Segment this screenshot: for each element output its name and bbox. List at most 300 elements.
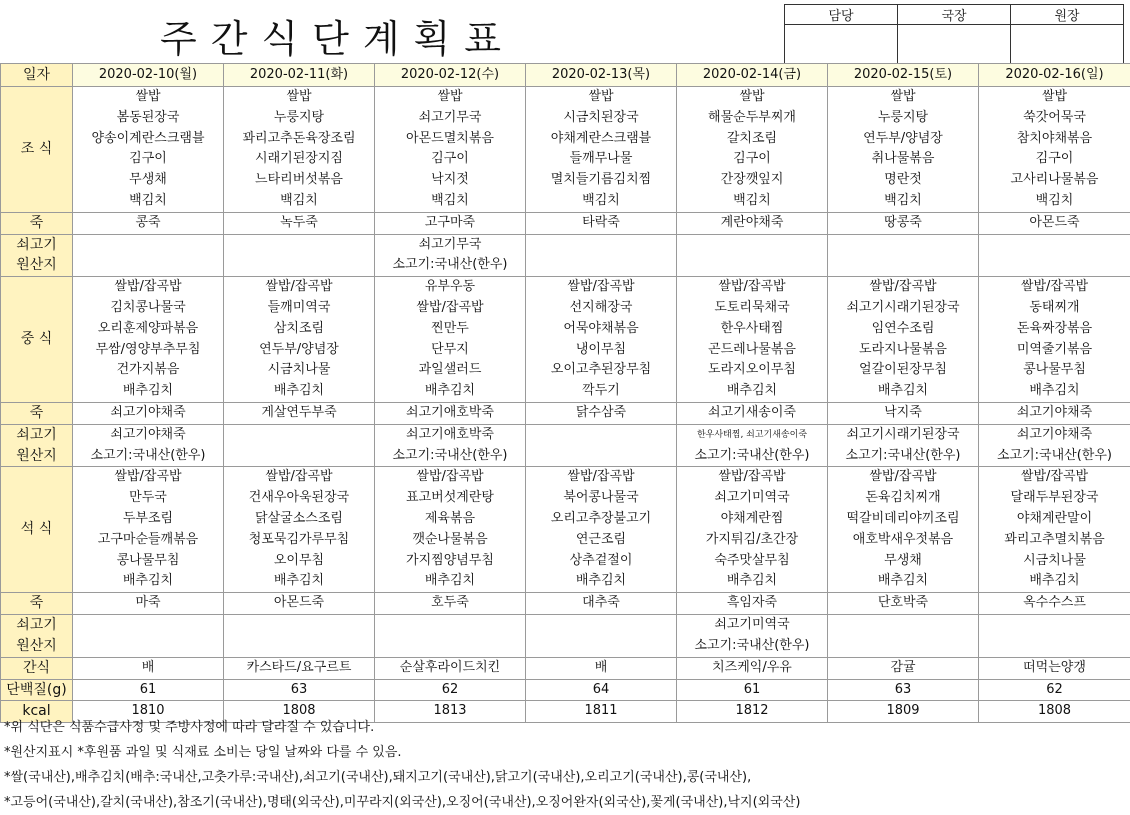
kcal-cell: 1813 [375,701,526,723]
origin-country: 소고기:국내산(한우) [677,446,827,467]
kcal-label: kcal [1,701,73,723]
lunch-origin-cell [224,424,375,467]
note-line: *원산지표시 *후원품 과일 및 식재료 소비는 당일 날짜와 다를 수 있음. [4,740,800,765]
lunch-porridge-cell: 낙지죽 [828,402,979,424]
breakfast-origin-label [1,234,73,277]
snack-row [1,657,1130,679]
menu-item: 쌀밥/잡곡밥 [677,467,827,488]
lunch-origin-cell [828,424,979,467]
menu-item: 한우사태찜 [677,319,827,340]
menu-item: 명란젓 [828,170,978,191]
menu-item: 떡갈비데리야끼조림 [828,509,978,530]
breakfast-cell [224,87,375,213]
breakfast-origin-cell [979,234,1130,277]
menu-item: 김구이 [73,149,223,170]
approval-header-director: 국장 [898,5,1011,25]
menu-item: 얼갈이된장무침 [828,360,978,381]
row-label-line: 쇠고기 [1,615,72,636]
dinner-porridge-cell: 흑임자죽 [677,593,828,615]
lunch-porridge-cell: 쇠고기야채죽 [979,402,1130,424]
menu-item: 멸치들기름김치찜 [526,170,676,191]
menu-item: 건가지볶음 [73,360,223,381]
menu-item: 고사리나물볶음 [979,170,1130,191]
origin-country [526,255,676,276]
menu-item: 백김치 [677,191,827,212]
dinner-origin-cell [677,614,828,657]
breakfast-origin-cell [828,234,979,277]
snack-cell: 치즈케익/우유 [677,657,828,679]
menu-item: 닭살굴소스조림 [224,509,374,530]
menu-item: 쇠고기미역국 [677,488,827,509]
breakfast-row [1,87,1130,213]
protein-cell: 63 [224,679,375,701]
menu-item: 배추김치 [224,571,374,592]
notes [4,715,800,815]
origin-item [677,235,827,256]
breakfast-porridge-cell: 녹두죽 [224,212,375,234]
menu-item: 꽈리고추멸치볶음 [979,530,1130,551]
lunch-origin-cell [677,424,828,467]
lunch-cell [979,277,1130,403]
origin-item [224,615,374,636]
menu-item: 야채계란말이 [979,509,1130,530]
menu-item: 김치콩나물국 [73,298,223,319]
menu-item: 오이고추된장무침 [526,360,676,381]
menu-item: 봄동된장국 [73,108,223,129]
lunch-origin-cell [979,424,1130,467]
menu-item: 백김치 [375,191,525,212]
menu-item: 백김치 [526,191,676,212]
menu-item: 쌀밥/잡곡밥 [375,298,525,319]
breakfast-cell [375,87,526,213]
menu-item: 콩나물무침 [979,360,1130,381]
menu-item: 도라지오이무침 [677,360,827,381]
breakfast-cell [526,87,677,213]
weekly-menu-table [0,63,1130,723]
menu-item: 쌀밥/잡곡밥 [677,277,827,298]
approval-sign-head[interactable] [1011,25,1124,66]
origin-item: 쇠고기야채죽 [979,425,1130,446]
origin-item: 쇠고기야채죽 [73,425,223,446]
menu-item: 선지해장국 [526,298,676,319]
snack-cell: 떠먹는양갱 [979,657,1130,679]
menu-item: 배추김치 [73,381,223,402]
date-cell: 2020-02-15(토) [828,64,979,87]
menu-item: 애호박새우젓볶음 [828,530,978,551]
breakfast-porridge-cell: 타락죽 [526,212,677,234]
menu-item: 김구이 [677,149,827,170]
menu-item: 쌀밥 [526,87,676,108]
row-label-line: 쇠고기 [1,425,72,446]
origin-item [375,615,525,636]
menu-item: 배추김치 [828,571,978,592]
breakfast-origin-cell [677,234,828,277]
breakfast-cell [73,87,224,213]
dinner-origin-cell [979,614,1130,657]
menu-item: 표고버섯계란탕 [375,488,525,509]
origin-country: 소고기:국내산(한우) [73,446,223,467]
snack-cell: 배 [73,657,224,679]
breakfast-porridge-cell: 계란야채죽 [677,212,828,234]
lunch-cell [677,277,828,403]
lunch-porridge-cell: 쇠고기새송이죽 [677,402,828,424]
menu-item: 콩나물무침 [73,551,223,572]
breakfast-cell [828,87,979,213]
menu-item: 청포묵김가루무침 [224,530,374,551]
protein-cell: 64 [526,679,677,701]
breakfast-porridge-cell: 아몬드죽 [979,212,1130,234]
menu-item: 쌀밥/잡곡밥 [375,467,525,488]
menu-item: 배추김치 [526,571,676,592]
lunch-cell [73,277,224,403]
dinner-porridge-cell: 아몬드죽 [224,593,375,615]
origin-country [73,255,223,276]
menu-item: 꽈리고추돈육장조림 [224,129,374,150]
menu-item: 숙주맛살무침 [677,551,827,572]
menu-item: 무생채 [828,551,978,572]
menu-item: 곤드레나물볶음 [677,340,827,361]
breakfast-origin-cell [375,234,526,277]
kcal-cell: 1809 [828,701,979,723]
menu-item: 연두부/양념장 [828,129,978,150]
dinner-porridge-cell: 옥수수스프 [979,593,1130,615]
menu-item: 쌀밥/잡곡밥 [979,277,1130,298]
lunch-porridge-row [1,402,1130,424]
snack-cell: 감귤 [828,657,979,679]
menu-item: 들깨무나물 [526,149,676,170]
menu-item: 쌀밥/잡곡밥 [828,277,978,298]
approval-box [784,4,1124,66]
breakfast-porridge-cell: 고구마죽 [375,212,526,234]
menu-item: 도토리묵채국 [677,298,827,319]
menu-item: 쌀밥 [979,87,1130,108]
dinner-origin-row [1,614,1130,657]
dinner-cell [979,467,1130,593]
origin-country [224,255,374,276]
origin-country [828,255,978,276]
origin-item: 한우사태찜, 쇠고기새송이죽 [677,425,827,446]
origin-country [677,255,827,276]
menu-item: 백김치 [979,191,1130,212]
menu-item: 아몬드멸치볶음 [375,129,525,150]
kcal-cell: 1810 [73,701,224,723]
menu-item: 쌀밥 [73,87,223,108]
menu-item: 미역줄기볶음 [979,340,1130,361]
dinner-origin-label [1,614,73,657]
menu-item: 만두국 [73,488,223,509]
origin-country [224,636,374,657]
menu-item: 배추김치 [375,571,525,592]
menu-item: 쌀밥/잡곡밥 [224,277,374,298]
menu-item: 느타리버섯볶음 [224,170,374,191]
origin-item [526,425,676,446]
date-cell: 2020-02-14(금) [677,64,828,87]
menu-item: 야채계란스크램블 [526,129,676,150]
menu-item: 시금치된장국 [526,108,676,129]
page-title: 주간식단계획표 [160,8,515,63]
dinner-row [1,467,1130,593]
menu-item: 쌀밥/잡곡밥 [526,277,676,298]
row-label-line: 원산지 [1,636,72,657]
menu-item: 삼치조림 [224,319,374,340]
menu-item: 냉이무침 [526,340,676,361]
origin-item: 쇠고기무국 [375,235,525,256]
dinner-origin-cell [375,614,526,657]
menu-item: 임연수조림 [828,319,978,340]
menu-item: 유부우동 [375,277,525,298]
origin-item [979,615,1130,636]
dinner-cell [224,467,375,593]
menu-item: 쌀밥/잡곡밥 [828,467,978,488]
date-header-label: 일자 [1,64,73,87]
menu-item: 깍두기 [526,381,676,402]
origin-country: 소고기:국내산(한우) [375,255,525,276]
origin-item: 쇠고기애호박죽 [375,425,525,446]
note-line: *쌀(국내산),배추김치(배추:국내산,고춧가루:국내산),쇠고기(국내산),돼지고기(국내산),닭고기(국내산),오리고기(국내산),콩(국내산), [4,765,800,790]
lunch-label: 중 식 [1,277,73,403]
protein-cell: 62 [979,679,1130,701]
menu-item: 백김치 [73,191,223,212]
menu-item: 무생채 [73,170,223,191]
breakfast-porridge-row [1,212,1130,234]
dinner-porridge-cell: 대추죽 [526,593,677,615]
menu-item: 쌀밥 [375,87,525,108]
menu-item: 연근조림 [526,530,676,551]
menu-item: 배추김치 [979,381,1130,402]
lunch-origin-cell [375,424,526,467]
lunch-porridge-cell: 쇠고기야채죽 [73,402,224,424]
protein-cell: 63 [828,679,979,701]
menu-item: 찐만두 [375,319,525,340]
menu-item: 무쌈/영양부추무침 [73,340,223,361]
origin-country [979,636,1130,657]
menu-item: 쌀밥/잡곡밥 [526,467,676,488]
menu-item: 배추김치 [375,381,525,402]
menu-item: 야채계란찜 [677,509,827,530]
menu-item: 간장깻잎지 [677,170,827,191]
dinner-porridge-label: 죽 [1,593,73,615]
approval-header-head: 원장 [1011,5,1124,25]
lunch-cell [224,277,375,403]
menu-item: 제육볶음 [375,509,525,530]
menu-item: 오리고추장불고기 [526,509,676,530]
snack-label: 간식 [1,657,73,679]
dinner-porridge-cell: 마죽 [73,593,224,615]
lunch-origin-cell [73,424,224,467]
menu-item: 쑥갓어묵국 [979,108,1130,129]
origin-country [73,636,223,657]
menu-item: 취나물볶음 [828,149,978,170]
protein-cell: 61 [677,679,828,701]
menu-item: 연두부/양념장 [224,340,374,361]
menu-item: 쌀밥/잡곡밥 [979,467,1130,488]
menu-item: 양송이계란스크램블 [73,129,223,150]
menu-item: 동태찌개 [979,298,1130,319]
lunch-porridge-cell: 쇠고기애호박죽 [375,402,526,424]
menu-item: 배추김치 [677,381,827,402]
menu-item: 북어콩나물국 [526,488,676,509]
dinner-origin-cell [526,614,677,657]
menu-item: 김구이 [979,149,1130,170]
protein-row [1,679,1130,701]
menu-item: 배추김치 [677,571,827,592]
menu-item: 낙지젓 [375,170,525,191]
menu-item: 달래두부된장국 [979,488,1130,509]
lunch-cell [526,277,677,403]
menu-item: 어묵야채볶음 [526,319,676,340]
origin-country [828,636,978,657]
date-cell: 2020-02-11(화) [224,64,375,87]
menu-item: 쌀밥 [828,87,978,108]
lunch-cell [828,277,979,403]
menu-item: 누룽지탕 [224,108,374,129]
lunch-porridge-cell: 게살연두부죽 [224,402,375,424]
menu-item: 배추김치 [73,571,223,592]
menu-item: 쇠고기시래기된장국 [828,298,978,319]
lunch-origin-cell [526,424,677,467]
menu-item: 쌀밥 [677,87,827,108]
breakfast-porridge-cell: 콩죽 [73,212,224,234]
origin-country: 소고기:국내산(한우) [375,446,525,467]
dinner-cell [375,467,526,593]
menu-item: 쇠고기무국 [375,108,525,129]
menu-item: 깻순나물볶음 [375,530,525,551]
breakfast-porridge-cell: 땅콩죽 [828,212,979,234]
menu-item: 해물순두부찌개 [677,108,827,129]
origin-item [73,615,223,636]
lunch-porridge-cell: 닭수삼죽 [526,402,677,424]
origin-country [979,255,1130,276]
menu-item: 가지튀김/초간장 [677,530,827,551]
lunch-origin-label [1,424,73,467]
origin-country [526,636,676,657]
menu-item: 상추겉절이 [526,551,676,572]
dinner-label: 석 식 [1,467,73,593]
protein-label: 단백질(g) [1,679,73,701]
menu-item: 쌀밥/잡곡밥 [73,467,223,488]
menu-item: 과일샐러드 [375,360,525,381]
breakfast-origin-cell [526,234,677,277]
note-line: *고등어(국내산),갈치(국내산),참조기(국내산),명태(외국산),미꾸라지(외국산),오징어(국내산),오징어완자(외국산),꽃게(국내산),낙지(외국산) [4,790,800,815]
menu-item: 시금치나물 [224,360,374,381]
lunch-origin-row [1,424,1130,467]
menu-item: 두부조림 [73,509,223,530]
menu-item: 단무지 [375,340,525,361]
breakfast-origin-row [1,234,1130,277]
menu-item: 갈치조림 [677,129,827,150]
origin-item: 쇠고기시래기된장국 [828,425,978,446]
dinner-cell [828,467,979,593]
snack-cell: 카스타드/요구르트 [224,657,375,679]
kcal-cell: 1808 [224,701,375,723]
menu-item: 고구마순들깨볶음 [73,530,223,551]
menu-item: 가지찜양념무침 [375,551,525,572]
origin-item [224,235,374,256]
protein-cell: 62 [375,679,526,701]
dinner-porridge-cell: 단호박죽 [828,593,979,615]
origin-item [526,615,676,636]
menu-item: 돈육짜장볶음 [979,319,1130,340]
menu-item: 참치야채볶음 [979,129,1130,150]
menu-item: 돈육김치찌개 [828,488,978,509]
date-cell: 2020-02-10(월) [73,64,224,87]
origin-item [979,235,1130,256]
breakfast-origin-cell [73,234,224,277]
menu-item: 시금치나물 [979,551,1130,572]
menu-item: 누룽지탕 [828,108,978,129]
breakfast-cell [677,87,828,213]
row-label-line: 원산지 [1,255,72,276]
origin-item [526,235,676,256]
menu-item: 오리훈제양파볶음 [73,319,223,340]
origin-country [224,446,374,467]
menu-item: 쌀밥/잡곡밥 [73,277,223,298]
menu-item: 오이무침 [224,551,374,572]
snack-cell: 배 [526,657,677,679]
menu-item: 들깨미역국 [224,298,374,319]
approval-header-staff: 담당 [785,5,898,25]
menu-item: 배추김치 [828,381,978,402]
row-label-line: 쇠고기 [1,235,72,256]
origin-country [526,446,676,467]
dinner-cell [677,467,828,593]
lunch-cell [375,277,526,403]
origin-item [224,425,374,446]
breakfast-label: 조 식 [1,87,73,213]
menu-item: 백김치 [828,191,978,212]
date-cell: 2020-02-12(수) [375,64,526,87]
dinner-porridge-row [1,593,1130,615]
menu-item: 도라지나물볶음 [828,340,978,361]
snack-cell: 순살후라이드치킨 [375,657,526,679]
origin-country [375,636,525,657]
origin-item [828,235,978,256]
dinner-cell [526,467,677,593]
date-cell: 2020-02-13(목) [526,64,677,87]
lunch-porridge-label: 죽 [1,402,73,424]
menu-item: 배추김치 [224,381,374,402]
menu-item: 쌀밥 [224,87,374,108]
menu-item: 쌀밥/잡곡밥 [224,467,374,488]
origin-country: 소고기:국내산(한우) [828,446,978,467]
dinner-cell [73,467,224,593]
kcal-cell: 1812 [677,701,828,723]
kcal-cell: 1811 [526,701,677,723]
approval-sign-director[interactable] [898,25,1011,66]
dinner-origin-cell [224,614,375,657]
approval-sign-staff[interactable] [785,25,898,66]
menu-item: 건새우아욱된장국 [224,488,374,509]
date-cell: 2020-02-16(일) [979,64,1130,87]
kcal-cell: 1808 [979,701,1130,723]
menu-item: 시래기된장지짐 [224,149,374,170]
dinner-origin-cell [73,614,224,657]
menu-item: 백김치 [224,191,374,212]
breakfast-origin-cell [224,234,375,277]
origin-item [828,615,978,636]
row-label-line: 원산지 [1,446,72,467]
lunch-row [1,277,1130,403]
breakfast-porridge-label: 죽 [1,212,73,234]
origin-country: 소고기:국내산(한우) [677,636,827,657]
dinner-origin-cell [828,614,979,657]
menu-item: 배추김치 [979,571,1130,592]
date-header-row [1,64,1130,87]
origin-item [73,235,223,256]
menu-item: 김구이 [375,149,525,170]
breakfast-cell [979,87,1130,213]
dinner-porridge-cell: 호두죽 [375,593,526,615]
